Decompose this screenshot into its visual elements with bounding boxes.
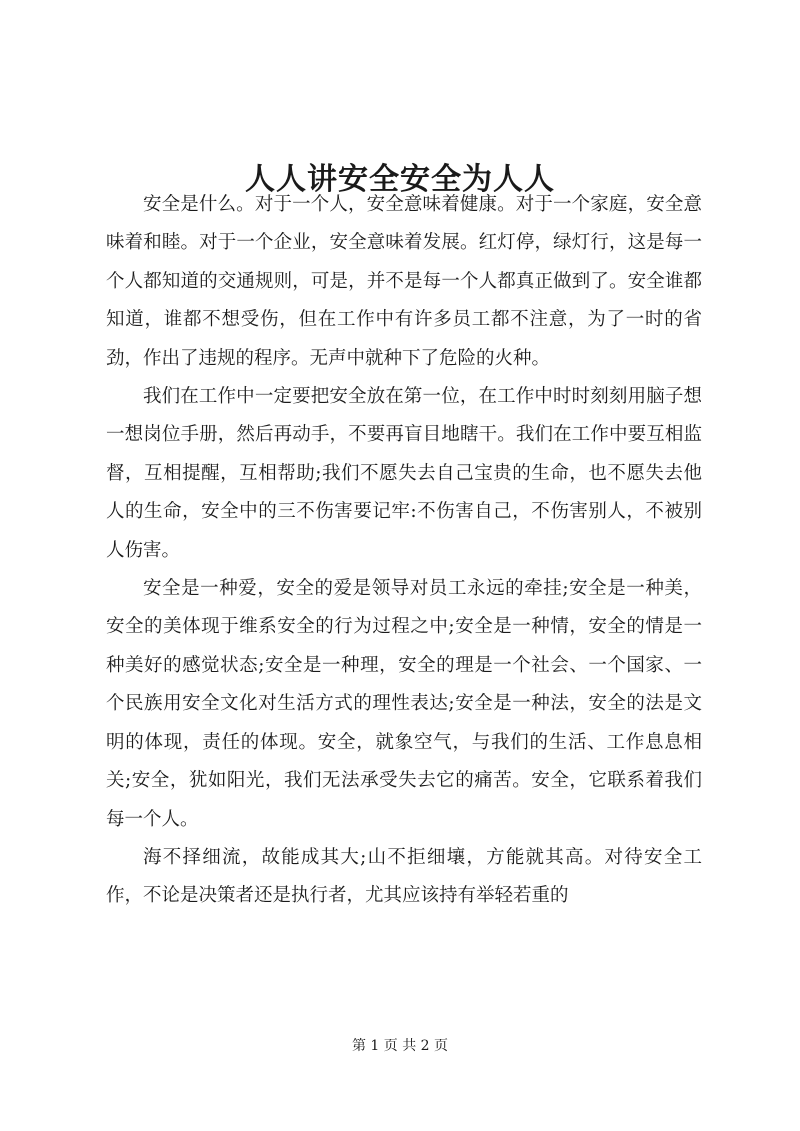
paragraph-3: 安全是一种爱，安全的爱是领导对员工永远的牵挂;安全是一种美，安全的美体现于维系安全的行为过程之中;安全是一种情，安全的情是一种美好的感觉状态;安全是一种理，安全的理是一个社会、一个国家、一个民族用安全文化对生活方式的理性表达;安全是一种法，安全的法是文明的体现，责任的体现。安全，就象空气，与我们的生活、工作息息相关;安全，犹如阳光，我们无法承受失去它的痛苦。安全，它联系着我们每一个人。 — [106, 578, 702, 830]
paragraph-2: 我们在工作中一定要把安全放在第一位，在工作中时时刻刻用脑子想一想岗位手册，然后再动手，不要再盲目地瞎干。我们在工作中要互相监督，互相提醒，互相帮助;我们不愿失去自己宝贵的生命，也不愿失去他人的生命，安全中的三不伤害要记牢:不伤害自己，不伤害别人，不被别人伤害。 — [106, 386, 702, 561]
paragraph-1: 安全是什么。对于一个人，安全意味着健康。对于一个家庭，安全意味着和睦。对于一个企业，安全意味着发展。红灯停，绿灯行，这是每一个人都知道的交通规则，可是，并不是每一个人都真正做到了。安全谁都知道，谁都不想受伤，但在工作中有许多员工都不注意，为了一时的省劲，作出了违规的程序。无声中就种下了危险的火种。 — [106, 194, 702, 369]
document-body — [106, 186, 702, 916]
page-title: 人人讲安全安全为人人 — [245, 162, 555, 198]
page-number-footer: 第 1 页 共 2 页 — [351, 1038, 449, 1054]
paragraph-4: 海不择细流，故能成其大;山不拒细壤，方能就其高。对待安全工作，不论是决策者还是执行者，尤其应该持有举轻若重的 — [106, 846, 702, 907]
